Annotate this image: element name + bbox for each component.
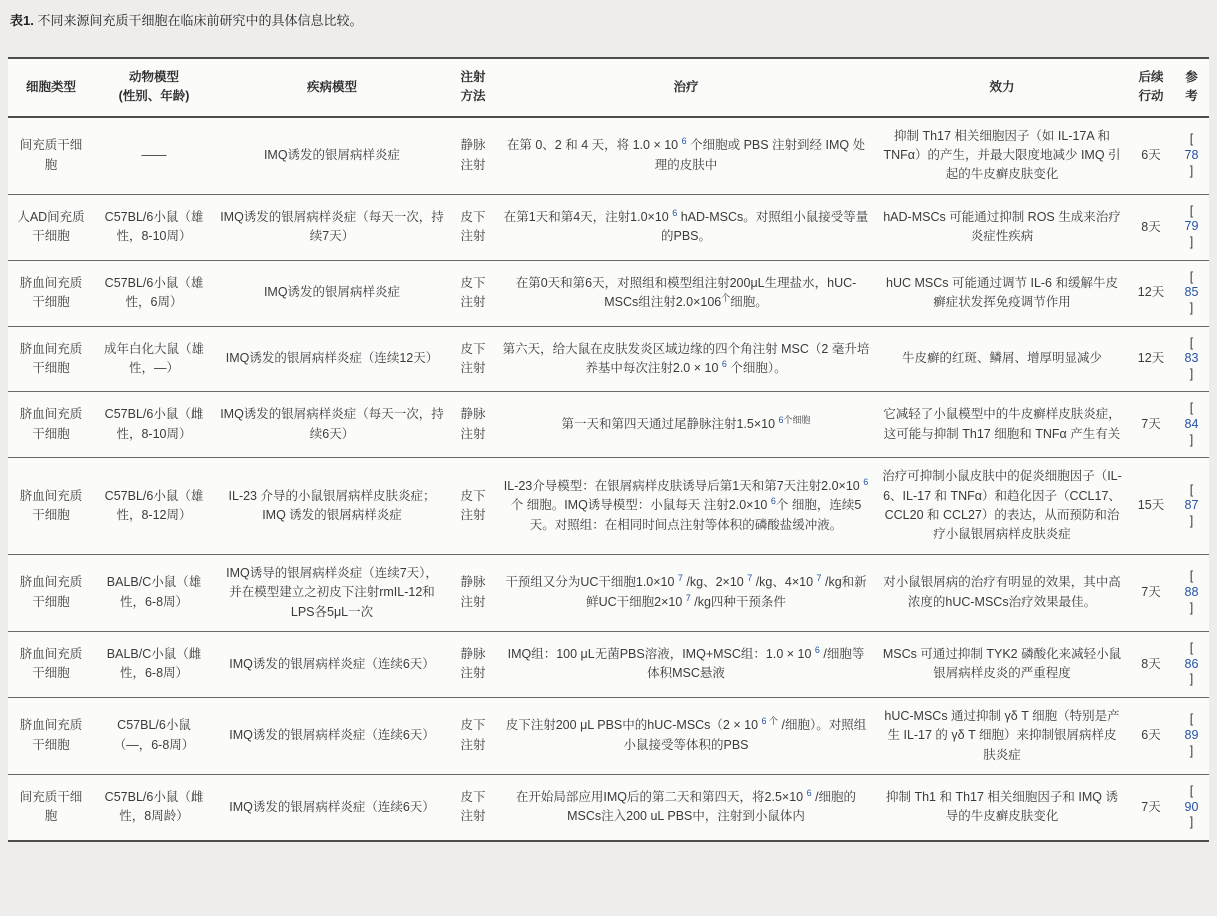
table-row [8, 326, 1209, 392]
cell-disease-model: IMQ诱发的银屑病样炎症 [263, 148, 401, 163]
cell-cell-type: 间充质干细胞 [19, 789, 83, 824]
bracket-close: ] [1189, 300, 1194, 315]
table-row [8, 117, 1209, 195]
table-row [8, 392, 1209, 458]
text-segment: /细胞等体积MSC悬液 [647, 646, 865, 681]
cell-cell-type: 间充质干细胞 [19, 138, 83, 172]
text-segment: 在第 0、2 和 4 天，将 1.0 × 10 [506, 138, 682, 153]
text-segment: /kg、4×10 [752, 575, 817, 590]
bracket-close: ] [1189, 743, 1194, 758]
cell-reference [1174, 697, 1209, 774]
cell-cell-type: 脐血间充质干细胞 [19, 275, 83, 310]
bracket-open: [ [1189, 712, 1194, 727]
cell-follow-up: 8天 [1141, 656, 1161, 671]
cell-injection-method: 静脉注射 [460, 407, 486, 441]
table-row [8, 631, 1209, 697]
exponent: 7 [816, 573, 822, 584]
cell-reference [1174, 774, 1209, 840]
column-header-efficacy [876, 58, 1128, 117]
table-row [8, 194, 1209, 260]
cell-animal-model: C57BL/6小鼠（雌性，8周龄） [104, 789, 204, 824]
cell-treatment [496, 697, 876, 774]
text-segment: 皮下注射200 μL PBS中的hUC-MSCs（2 × 10 [505, 718, 762, 733]
header-line: 考 [1185, 89, 1198, 104]
comparison-table [8, 57, 1209, 842]
column-header-animal-model [94, 58, 214, 117]
table-row [8, 260, 1209, 326]
cell-treatment [496, 194, 876, 260]
cell-animal-model: C57BL/6小鼠（雄性，6周） [104, 275, 204, 310]
cell-injection-method: 皮下注射 [460, 341, 486, 375]
bracket-open: [ [1189, 640, 1194, 655]
cell-follow-up: 7天 [1141, 417, 1161, 432]
cell-cell-type: 脐血间充质干细胞 [19, 407, 83, 441]
cell-injection-method: 皮下注射 [460, 275, 486, 310]
cell-efficacy: MSCs 可通过抑制 TYK2 磷酸化来减轻小鼠银屑病样皮炎的严重程度 [882, 646, 1122, 681]
cell-cell-type: 脐血间充质干细胞 [19, 575, 83, 609]
cell-animal-model: BALB/C小鼠（雄性，6-8周） [106, 575, 202, 609]
text-segment: IL-23介导模型：在银屑病样皮肤诱导后第1天和第7天注射2.0×10 [503, 478, 864, 493]
cell-efficacy: 牛皮癣的红斑、鳞屑、增厚明显减少 [901, 351, 1102, 366]
cell-efficacy: 它减轻了小鼠模型中的牛皮癣样皮肤炎症，这可能与抑制 Th17 细胞和 TNFα 产生有关 [883, 407, 1121, 441]
table-row [8, 774, 1209, 840]
cell-animal-model: C57BL/6小鼠（雄性，8-10周） [104, 209, 204, 244]
header-line: 注射 [460, 69, 486, 84]
cell-animal-model: C57BL/6小鼠（—，6-8周） [113, 718, 195, 752]
cell-treatment [496, 326, 876, 392]
text-segment: 个细胞 [783, 414, 811, 425]
cell-cell-type: 脐血间充质干细胞 [19, 718, 83, 752]
text-segment: 个细胞或 PBS 注射到经 IMQ 处理的皮肤中 [654, 138, 866, 172]
bracket-open: [ [1189, 203, 1194, 218]
header-line: 疾病模型 [306, 79, 357, 94]
bracket-open: [ [1189, 132, 1194, 147]
cell-disease-model: IMQ诱发的银屑病样炎症（连续6天） [229, 799, 435, 814]
bracket-open: [ [1189, 783, 1194, 798]
bracket-open: [ [1189, 401, 1194, 416]
text-segment: hAD-MSCs。对照组小鼠接受等量的PBS。 [660, 209, 869, 244]
table-row [8, 554, 1209, 631]
cell-reference [1174, 260, 1209, 326]
text-segment: /kg、2×10 [682, 575, 748, 590]
bracket-close: ] [1189, 366, 1194, 381]
table-row [8, 458, 1209, 555]
text-segment: /细胞）。对照组小鼠接受等体积的PBS [623, 718, 867, 752]
bracket-open: [ [1189, 335, 1194, 350]
cell-animal-model: —— [141, 148, 167, 163]
reference-link[interactable]: 90 [1184, 799, 1199, 814]
exponent: 6 [863, 476, 869, 487]
cell-efficacy: 治疗可抑制小鼠皮肤中的促炎细胞因子（IL-6、IL-17 和 TNFα）和趋化因子（CCL17、CCL20 和 CCL27）的表达，从而预防和治疗小鼠银屑病样皮肤炎症 [882, 469, 1122, 542]
exponent: 6 [672, 207, 678, 218]
reference-link[interactable]: 89 [1184, 728, 1199, 743]
cell-follow-up: 8天 [1141, 219, 1161, 234]
bracket-open: [ [1189, 569, 1194, 584]
header-line: 参 [1185, 69, 1198, 84]
table-header-row [8, 58, 1209, 117]
header-line: 动物模型 [128, 69, 179, 84]
cell-reference [1174, 458, 1209, 555]
exponent: 6 [814, 644, 820, 655]
exponent: 6 [761, 716, 767, 727]
cell-animal-model: C57BL/6小鼠（雌性，8-10周） [104, 407, 204, 441]
text-segment: /细胞的MSCs注入200 uL PBS中，注射到小鼠体内 [567, 789, 857, 824]
bracket-open: [ [1189, 269, 1194, 284]
header-line: 效力 [989, 79, 1015, 94]
cell-efficacy: hUC MSCs 可能通过调节 IL-6 和缓解牛皮癣症状发挥免疫调节作用 [886, 275, 1118, 310]
exponent: 6 [681, 136, 687, 147]
cell-treatment [496, 554, 876, 631]
bracket-close: ] [1189, 600, 1194, 615]
cell-injection-method: 皮下注射 [460, 209, 486, 244]
cell-treatment [496, 392, 876, 458]
page-title [10, 13, 1209, 30]
text-segment: 个细胞）。 [726, 360, 787, 375]
cell-treatment [496, 631, 876, 697]
header-line: (性别、年龄) [118, 89, 190, 104]
cell-disease-model: IMQ诱发的银屑病样炎症（每天一次，持续6天） [220, 407, 444, 441]
bracket-close: ] [1189, 163, 1194, 178]
cell-disease-model: IMQ诱发的银屑病样炎症（连续12天） [225, 351, 439, 366]
cell-follow-up: 6天 [1141, 728, 1161, 743]
column-header-disease-model [214, 58, 450, 117]
cell-reference [1174, 326, 1209, 392]
column-header-reference [1174, 58, 1209, 117]
table-title-text: 不同来源间充质干细胞在临床前研究中的具体信息比较。 [33, 13, 363, 28]
cell-cell-type: 脐血间充质干细胞 [19, 646, 83, 681]
text-segment: 个 细胞。IMQ诱导模型：小鼠每天 注射2.0×10 [510, 498, 771, 513]
column-header-treatment [496, 58, 876, 117]
cell-treatment [496, 117, 876, 195]
cell-animal-model: 成年白化大鼠（雄性，—） [103, 341, 204, 375]
exponent: 7 [747, 573, 753, 584]
text-segment: 干预组又分为UC干细胞1.0×10 [505, 575, 678, 590]
header-line: 细胞类型 [25, 79, 76, 94]
cell-injection-method: 静脉注射 [460, 138, 486, 172]
text-segment: 个 [721, 292, 731, 303]
table-number-label: 表1. [10, 13, 34, 28]
cell-efficacy: hAD-MSCs 可能通过抑制 ROS 生成来治疗炎症性疾病 [883, 209, 1121, 244]
reference-link[interactable]: 79 [1184, 219, 1199, 234]
text-segment: 细胞。 [730, 295, 768, 310]
bracket-close: ] [1189, 432, 1194, 447]
reference-link[interactable]: 78 [1184, 147, 1199, 162]
reference-link[interactable]: 88 [1184, 585, 1199, 600]
text-segment: 第一天和第四天通过尾静脉注射1.5×10 [561, 417, 779, 432]
cell-animal-model: C57BL/6小鼠（雄性，8-12周） [104, 488, 204, 523]
cell-follow-up: 12天 [1137, 285, 1165, 300]
cell-disease-model: IMQ诱发的银屑病样炎症（每天一次，持续7天） [220, 209, 444, 244]
cell-cell-type: 脐血间充质干细胞 [19, 488, 83, 523]
column-header-follow-up [1128, 58, 1174, 117]
cell-injection-method: 皮下注射 [460, 789, 486, 824]
cell-animal-model: BALB/C小鼠（雌性，6-8周） [106, 646, 202, 681]
cell-efficacy: 抑制 Th17 相关细胞因子（如 IL-17A 和 TNFα）的产生，并最大限度地减少 IMQ 引起的牛皮癣皮肤变化 [883, 128, 1121, 182]
cell-efficacy: 抑制 Th1 和 Th17 相关细胞因子和 IMQ 诱导的牛皮癣皮肤变化 [886, 789, 1118, 824]
exponent: 6 [721, 358, 727, 369]
text-segment: /kg四种干预条件 [690, 594, 786, 609]
cell-follow-up: 12天 [1137, 351, 1165, 366]
cell-disease-model: IMQ诱发的银屑病样炎症 [263, 285, 401, 300]
cell-cell-type: 脐血间充质干细胞 [19, 341, 83, 375]
text-segment: 第六天，给大鼠在皮肤发炎区域边缘的四个角注射 MSC（2 毫升培养基中每次注射2.0 × 10 [502, 341, 870, 375]
reference-link[interactable]: 85 [1184, 285, 1199, 300]
header-line: 后续 [1138, 69, 1164, 84]
reference-link[interactable]: 83 [1184, 351, 1199, 366]
bracket-close: ] [1189, 513, 1194, 528]
cell-injection-method: 静脉注射 [460, 646, 486, 681]
reference-link[interactable]: 87 [1184, 498, 1199, 513]
table-row [8, 697, 1209, 774]
cell-disease-model: IL-23 介导的小鼠银屑病样皮肤炎症；IMQ 诱发的银屑病样炎症 [228, 488, 436, 523]
header-line: 行动 [1138, 89, 1164, 104]
cell-reference [1174, 631, 1209, 697]
text-segment: 在第1天和第4天，注射1.0×10 [503, 209, 673, 224]
cell-disease-model: IMQ诱导的银屑病样炎症（连续7天），并在模型建立之初皮下注射rmIL-12和LPS各5μL一次 [226, 565, 438, 619]
cell-reference [1174, 392, 1209, 458]
bracket-close: ] [1189, 672, 1194, 687]
cell-follow-up: 15天 [1137, 498, 1165, 513]
exponent: 7 [677, 573, 683, 584]
cell-treatment [496, 458, 876, 555]
cell-reference [1174, 117, 1209, 195]
cell-reference [1174, 194, 1209, 260]
cell-disease-model: IMQ诱发的银屑病样炎症（连续6天） [229, 728, 435, 743]
cell-treatment [496, 774, 876, 840]
cell-treatment [496, 260, 876, 326]
text-segment: /kg和新鲜UC干细胞2×10 [586, 575, 867, 609]
cell-cell-type: 人AD间充质干细胞 [17, 209, 85, 244]
header-line: 方法 [460, 89, 486, 104]
exponent: 7 [685, 592, 691, 603]
text-segment: 在开始局部应用IMQ后的第二天和第四天，将2.5×10 [515, 789, 807, 804]
reference-link[interactable]: 84 [1184, 417, 1199, 432]
cell-injection-method: 皮下注射 [460, 718, 486, 752]
text-segment: 在第0天和第6天，对照组和模型组注射200μL生理盐水，hUC-MSCs组注射2.0×106 [515, 275, 857, 310]
bracket-close: ] [1189, 235, 1194, 250]
header-line: 治疗 [673, 79, 699, 94]
cell-injection-method: 皮下注射 [460, 488, 486, 523]
exponent: 6 [770, 496, 776, 507]
cell-injection-method: 静脉注射 [460, 575, 486, 609]
cell-follow-up: 6天 [1141, 148, 1161, 163]
cell-follow-up: 7天 [1141, 585, 1161, 600]
text-segment: 个 [766, 716, 779, 727]
cell-disease-model: IMQ诱发的银屑病样炎症（连续6天） [229, 656, 435, 671]
cell-efficacy: 对小鼠银屑病的治疗有明显的效果，其中高浓度的hUC-MSCs治疗效果最佳。 [883, 575, 1121, 609]
reference-link[interactable]: 86 [1184, 656, 1199, 671]
column-header-injection-method [450, 58, 496, 117]
exponent: 6 [806, 787, 812, 798]
cell-efficacy: hUC-MSCs 通过抑制 γδ T 细胞（特别是产生 IL-17 的 γδ T 细胞）来抑制银屑病样皮肤炎症 [884, 708, 1120, 762]
exponent: 6 [778, 414, 784, 425]
text-segment: IMQ组：100 μL无菌PBS溶液，IMQ+MSC组：1.0 × 10 [507, 646, 815, 661]
bracket-open: [ [1189, 482, 1194, 497]
column-header-cell-type [8, 58, 94, 117]
bracket-close: ] [1189, 815, 1194, 830]
cell-reference [1174, 554, 1209, 631]
text-segment: 个 细胞，连续5天。对照组：在相同时间点注射等体积的磷酸盐缓冲液。 [529, 498, 862, 532]
cell-follow-up: 7天 [1141, 799, 1161, 814]
